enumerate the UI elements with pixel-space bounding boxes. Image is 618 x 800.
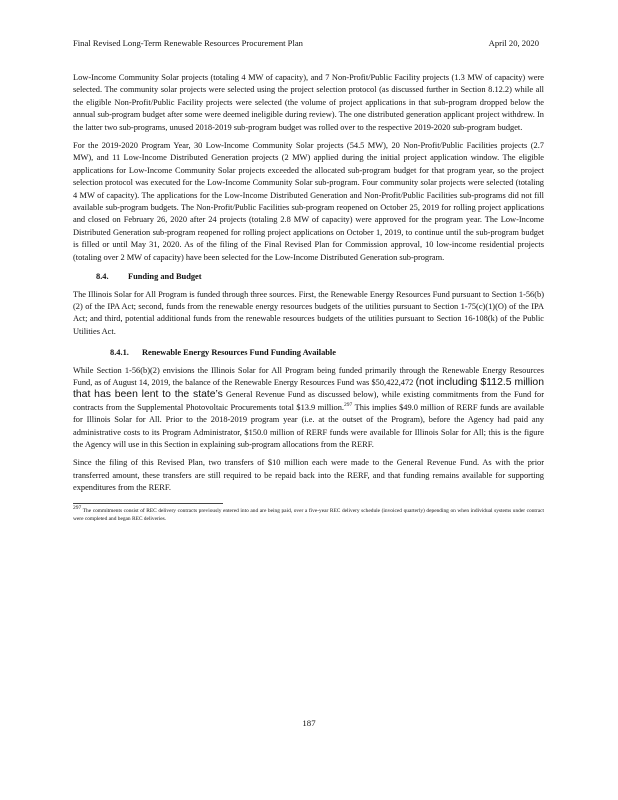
paragraph-rerf-balance [73, 365, 544, 452]
header-title: Final Revised Long-Term Renewable Resources Procurement Plan [73, 38, 303, 48]
page-number: 187 [302, 718, 316, 728]
rerf-available-text: This implies $49.0 million of RERF funds are available for Illinois Solar for All. Prior to the 2018-2019 program year (i.e. at the outset of the Program), before the Agency had paid any administrative costs to its Program Administrator, $150.0 million of RERF funds were available for Illinois Solar for All; this is the figure the Agency will use in this Section in explaining sub-program allocations from the RERF. [73, 402, 544, 449]
paragraph-funding-sources: The Illinois Solar for All Program is funded through three sources. First, the Renewable Energy Resources Fund pursuant to Section 1-56(b)(2) of the IPA Act; second, funds from the renewable energy resources budgets of the utilities pursuant to Section 1-75(c)(1)(O) of the IPA Act; and third, potential additional funds from the renewable resources budgets of the utilities pursuant to Section 16-108(k) of the Public Utilities Act. [73, 289, 544, 336]
section-heading-8-4 [96, 271, 544, 283]
section-heading-8-4-1 [110, 347, 544, 359]
paragraph-program-year-2019-2020: For the 2019-2020 Program Year, 30 Low-Income Community Solar projects (54.5 MW), 20 Non-Profit/Public Facilities projects (2.7 MW), and 11 Low-Income Distributed Generation projects (2 MW) applied during the initial project application window. The eligible applications for Low-Income Community Solar projects exceeded the allocated sub-program budget for that program year, so the project selection protocol was executed for the Low-Income Community Solar sub-program. Four community solar projects were selected (totaling 4 MW of capacity). The applications for the Low-Income Distributed Generation and Non-Profit/Public Facilities sub-programs did not fill available sub-program budgets. The Non-Profit/Public Facilities sub-program reopened on October 25, 2019 for rolling project applications and closed on February 26, 2020 after 24 projects (totaling 2.8 MW of capacity) were approved for the program year. The Low-Income Distributed Generation sub-program reopened for rolling project applications on October 1, 2019, to continue until the sub-program budget is filled or until May 31, 2020. As of the filing of the Final Revised Plan for Commission approval, 10 low-income residential projects (totaling over 2 MW of capacity) have been selected for the Low-Income Distributed Generation sub-program. [73, 141, 544, 262]
footnote [73, 504, 544, 523]
footnote-text: The commitments consist of REC delivery contracts previously entered into and are being paid, over a five-year REC delivery schedule (invoiced quarterly) depending on when individual systems under contract were completed and began REC deliveries. [73, 507, 544, 522]
subsection-number: 8.4.1. [110, 348, 129, 358]
page-header [73, 38, 539, 48]
footnote-reference: 297 [344, 401, 353, 408]
page-body [73, 72, 544, 523]
rerf-balance-text: While Section 1-56(b)(2) envisions the Illinois Solar for All Program being funded primarily through the Renewable Energy Resources Fund, as of August 14, 2019, the balance of the Renewable Energy Resources Fund was $50,422,472 [73, 365, 544, 387]
footnote-divider [73, 503, 223, 504]
subsection-title: Renewable Energy Resources Fund Funding Available [142, 348, 336, 358]
section-number: 8.4. [96, 272, 109, 282]
section-title: Funding and Budget [128, 272, 202, 282]
header-date: April 20, 2020 [488, 38, 539, 48]
rerf-lent-amount-text: (not including $112.5 million that has been lent to the state’s [73, 376, 544, 401]
footnote-marker: 297 [73, 504, 82, 511]
rerf-commitments-text: General Revenue Fund as discussed below), while existing commitments from the Fund for contracts from the Supplemental Photovoltaic Procurements total $13.9 million. [73, 390, 545, 412]
paragraph-sub-program-results-2018: Low-Income Community Solar projects (totaling 4 MW of capacity), and 7 Non-Profit/Public Facility projects (1.3 MW of capacity) were selected. The community solar projects were selected using the project selection protocol (as discussed further in Section 8.12.2) while all the eligible Non-Profit/Public Facility projects were selected (the volume of project applications in that sub-program dropped below the annual sub-program budget after some were deemed ineligible during review). The one distributed generation applicant project withdrew. In the latter two sub-programs, unused 2018-2019 sub-program budget was rolled over to the respective 2019-2020 sub-program budget. [73, 73, 544, 132]
paragraph-general-revenue-transfers: Since the filing of this Revised Plan, two transfers of $10 million each were made to the General Revenue Fund. As with the prior transferred amount, these transfers are still required to be repaid back into the RERF, and that funding remains available for supporting expenditures from the RERF. [73, 458, 544, 493]
